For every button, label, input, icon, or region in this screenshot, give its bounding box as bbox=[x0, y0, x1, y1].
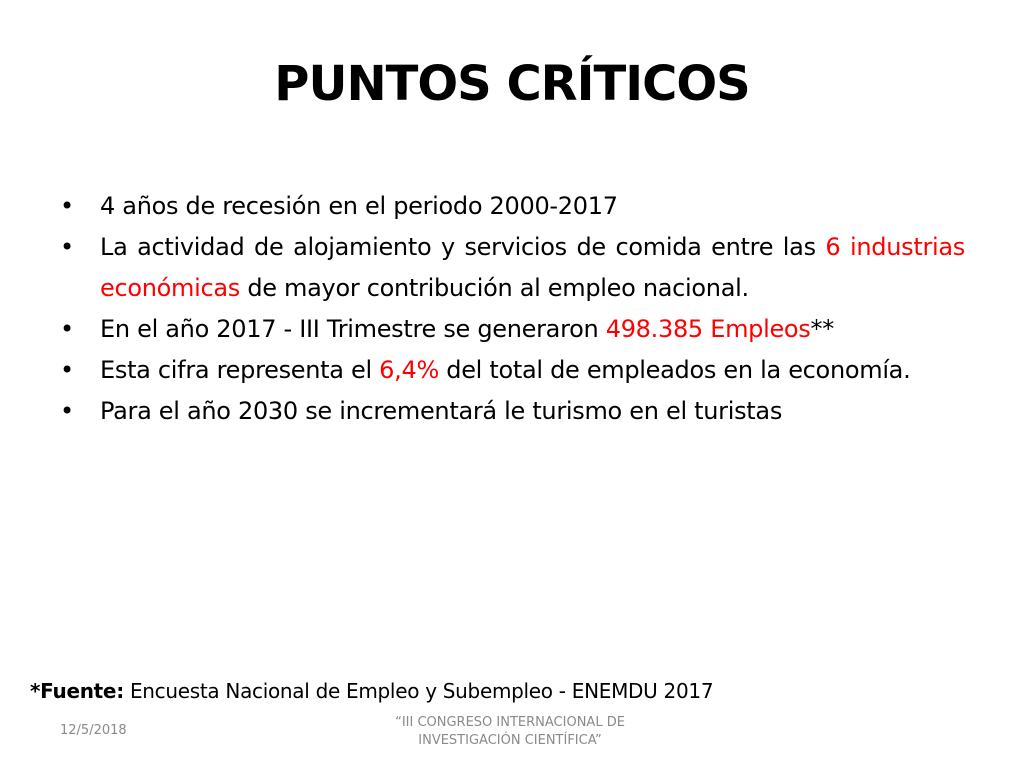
bullet-text: ** bbox=[810, 315, 834, 343]
bullet-item bbox=[60, 227, 965, 309]
bullet-item bbox=[60, 350, 965, 391]
bullet-item bbox=[60, 391, 965, 432]
bullet-highlight-text: 6,4% bbox=[379, 356, 439, 384]
bullet-icon: • bbox=[60, 233, 74, 261]
bullet-highlight-text: 498.385 Empleos bbox=[605, 315, 811, 343]
footer-line-2: INVESTIGACIÓN CIENTÍFICA” bbox=[418, 733, 602, 748]
bullet-icon: • bbox=[60, 315, 74, 343]
bullet-icon: • bbox=[60, 397, 74, 425]
bullet-icon: • bbox=[60, 192, 74, 220]
bullet-item bbox=[60, 309, 965, 350]
bullet-text: Para el año 2030 se incrementará le turismo en el turistas bbox=[100, 397, 783, 425]
bullet-text: 4 años de recesión en el periodo 2000-2017 bbox=[100, 192, 618, 220]
slide-title: PUNTOS CRÍTICOS bbox=[274, 56, 750, 112]
bullet-text: La actividad de alojamiento y servicios de comida entre las bbox=[100, 233, 826, 261]
bullet-text: de mayor contribución al empleo nacional. bbox=[240, 274, 749, 302]
bullet-icon: • bbox=[60, 356, 74, 384]
bullet-item bbox=[60, 186, 965, 227]
source-label: *Fuente: bbox=[30, 679, 124, 703]
footer-line-1: “III CONGRESO INTERNACIONAL DE bbox=[395, 715, 625, 730]
bullet-list bbox=[60, 186, 965, 432]
bullet-text: del total de empleados en la economía. bbox=[438, 356, 911, 384]
source-note bbox=[30, 676, 713, 706]
bullet-highlight-text: 6 industrias económicas bbox=[100, 233, 965, 302]
bullet-text: En el año 2017 - III Trimestre se generaron bbox=[100, 315, 606, 343]
slide-date: 12/5/2018 bbox=[60, 723, 127, 738]
source-text: Encuesta Nacional de Empleo y Subempleo - ENEMDU 2017 bbox=[123, 679, 714, 703]
bullet-text: Esta cifra representa el bbox=[100, 356, 380, 384]
slide-footer bbox=[340, 714, 680, 750]
